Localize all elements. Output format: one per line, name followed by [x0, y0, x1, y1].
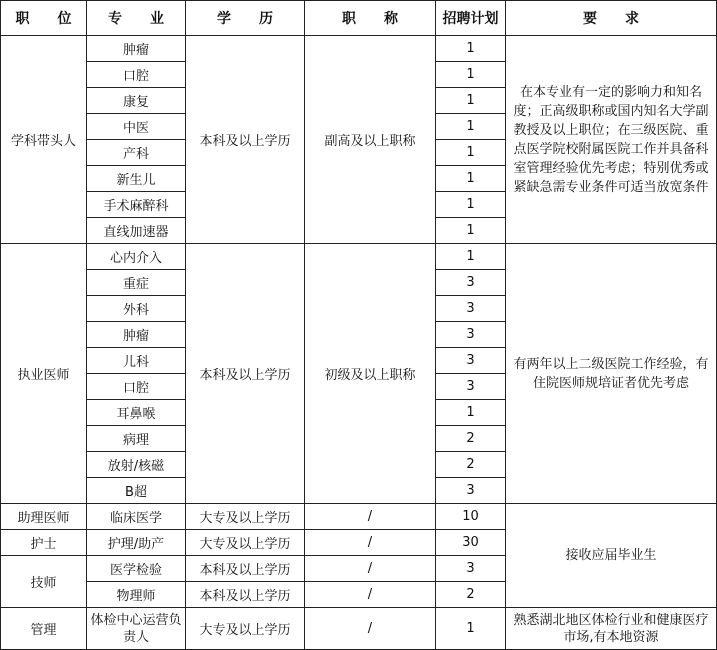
plan-cell: 3 — [436, 556, 506, 582]
header-position: 职 位 — [1, 1, 87, 36]
major-cell: 产科 — [87, 140, 186, 166]
plan-cell: 3 — [436, 322, 506, 348]
plan-cell: 1 — [436, 140, 506, 166]
header-requirement: 要 求 — [506, 1, 717, 36]
major-cell: 康复 — [87, 88, 186, 114]
major-cell: 直线加速器 — [87, 218, 186, 244]
major-cell: 肿瘤 — [87, 322, 186, 348]
requirement-cell: 熟悉湖北地区体检行业和健康医疗市场,有本地资源 — [506, 608, 717, 650]
requirement-cell: 接收应届毕业生 — [506, 504, 717, 608]
major-cell: 医学检验 — [87, 556, 186, 582]
title-cell: 初级及以上职称 — [305, 244, 436, 504]
plan-cell: 3 — [436, 296, 506, 322]
major-cell: 病理 — [87, 426, 186, 452]
header-major: 专 业 — [87, 1, 186, 36]
title-cell: / — [305, 582, 436, 608]
position-cell: 学科带头人 — [1, 36, 87, 244]
major-cell: 重症 — [87, 270, 186, 296]
title-cell: 副高及以上职称 — [305, 36, 436, 244]
plan-cell: 2 — [436, 426, 506, 452]
position-cell: 管理 — [1, 608, 87, 650]
plan-cell: 1 — [436, 62, 506, 88]
major-cell: 中医 — [87, 114, 186, 140]
plan-cell: 10 — [436, 504, 506, 530]
plan-cell: 3 — [436, 348, 506, 374]
requirement-cell: 有两年以上二级医院工作经验，有住院医师规培证者优先考虑 — [506, 244, 717, 504]
position-cell: 助理医师 — [1, 504, 87, 530]
major-cell: 儿科 — [87, 348, 186, 374]
plan-cell: 2 — [436, 452, 506, 478]
header-row — [1, 1, 717, 36]
education-cell: 大专及以上学历 — [186, 504, 305, 530]
plan-cell: 1 — [436, 166, 506, 192]
title-cell: / — [305, 530, 436, 556]
plan-cell: 1 — [436, 400, 506, 426]
major-cell: 肿瘤 — [87, 36, 186, 62]
plan-cell: 3 — [436, 374, 506, 400]
education-cell: 本科及以上学历 — [186, 582, 305, 608]
plan-cell: 30 — [436, 530, 506, 556]
education-cell: 大专及以上学历 — [186, 608, 305, 650]
plan-cell: 1 — [436, 114, 506, 140]
major-cell: 护理/助产 — [87, 530, 186, 556]
major-cell: 物理师 — [87, 582, 186, 608]
major-cell: 心内介入 — [87, 244, 186, 270]
education-cell: 本科及以上学历 — [186, 36, 305, 244]
plan-cell: 1 — [436, 36, 506, 62]
title-cell: / — [305, 556, 436, 582]
title-cell: / — [305, 608, 436, 650]
position-cell: 技师 — [1, 556, 87, 608]
education-cell: 大专及以上学历 — [186, 530, 305, 556]
plan-cell: 1 — [436, 608, 506, 650]
position-cell: 执业医师 — [1, 244, 87, 504]
table-row — [1, 244, 717, 270]
plan-cell: 3 — [436, 270, 506, 296]
table-row — [1, 36, 717, 62]
requirement-cell: 在本专业有一定的影响力和知名度；正高级职称或国内知名大学副教授及以上职位；在三级医院、重点医学院校附属医院工作并具备科室管理经验优先考虑；特别优秀或紧缺急需专业条件可适当放宽条件 — [506, 36, 717, 244]
header-title: 职 称 — [305, 1, 436, 36]
header-education: 学 历 — [186, 1, 305, 36]
major-cell: 新生儿 — [87, 166, 186, 192]
major-cell: 体检中心运营负责人 — [87, 608, 186, 650]
major-cell: 耳鼻喉 — [87, 400, 186, 426]
major-cell: 口腔 — [87, 374, 186, 400]
major-cell: 口腔 — [87, 62, 186, 88]
plan-cell: 1 — [436, 88, 506, 114]
education-cell: 本科及以上学历 — [186, 556, 305, 582]
major-cell: 外科 — [87, 296, 186, 322]
table-row — [1, 608, 717, 650]
plan-cell: 1 — [436, 218, 506, 244]
major-cell: B超 — [87, 478, 186, 504]
major-cell: 放射/核磁 — [87, 452, 186, 478]
major-cell: 手术麻醉科 — [87, 192, 186, 218]
title-cell: / — [305, 504, 436, 530]
plan-cell: 1 — [436, 244, 506, 270]
plan-cell: 1 — [436, 192, 506, 218]
major-cell: 临床医学 — [87, 504, 186, 530]
position-cell: 护士 — [1, 530, 87, 556]
header-plan: 招聘计划 — [436, 1, 506, 36]
plan-cell: 2 — [436, 582, 506, 608]
plan-cell: 3 — [436, 478, 506, 504]
table-row — [1, 504, 717, 530]
education-cell: 本科及以上学历 — [186, 244, 305, 504]
